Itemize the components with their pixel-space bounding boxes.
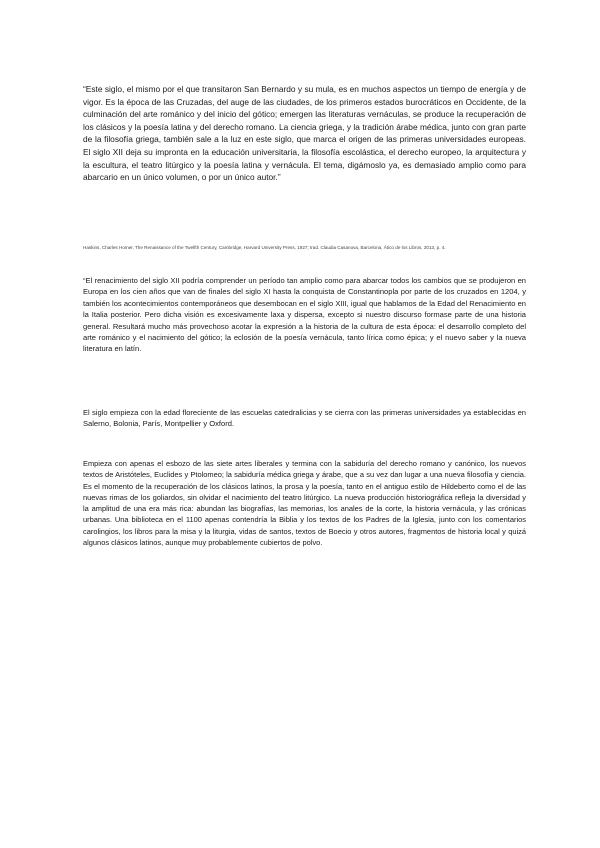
quote-paragraph-1: “Este siglo, el mismo por el que transitaron San Bernardo y su mula, es en muchos aspectos un tiempo de energía y de vigor. Es la época de las Cruzadas, del auge de las ciudades, de los primeros estados burocráticos en Occidente, de la culminación del arte románico y del inicio del gótico; emergen las literaturas vernáculas, se produce la recuperación de los clásicos y la poesía latina y del derecho romano. La ciencia griega, y la tradición árabe médica, junto con gran parte de la filosofía griega, también sale a la luz en este siglo, que marca el origen de las primeras universidades europeas. El siglo XII deja su impronta en la educación universitaria, la filosofía escolástica, el derecho europeo, la arquitectura y la escultura, el teatro litúrgico y la poesía latina y vernácula. El tema, digámoslo ya, es demasiado amplio como para abarcario en un único volumen, o por un único autor.” (83, 84, 526, 183)
citation-footnote: Haskins, Charles Homer, The Renaissance of the Twelfth Century, Cambridge, Harvard University Press, 1927; trad. Claudia Casanova, Barcelona, Ático de los Libros, 2013, p. 4. (83, 245, 446, 250)
quote-paragraph-2: “El renacimiento del siglo XII podría comprender un período tan amplio como para abarcar todos los cambios que se produjeron en Europa en los cien años que van de finales del siglo XI hasta la conquista de Constantinopla por parte de los cruzados en 1204, y también los acontecimientos contemporáneos que desembocan en el siglo XIII, igual que hablamos de la Edad del Renacimiento en la Italia posterior. Pero dicha visión es excesivamente laxa y dispersa, excepto si nuestro discurso formase parte de una historia general. Resultará mucho más provechoso acotar la expresión a la historia de la cultura de esta época: el desarrollo completo del arte románico y el nacimiento del gótico; la eclosión de la poesía vernácula, tanto lírica como épica; y el nuevo saber y la nueva literatura en latín. (83, 276, 526, 354)
quote-paragraph-4: Empieza con apenas el esbozo de las siete artes liberales y termina con la sabiduría del derecho romano y canónico, los nuevos textos de Aristóteles, Euclides y Ptolomeo; la sabiduría médica griega y árabe, que a su vez dan lugar a una nueva filosofía y ciencia. Es el momento de la recuperación de los clásicos latinos, la prosa y la poesía, tanto en el antiguo estilo de Hildeberto como el de las nuevas rimas de los goliardos, sin olvidar el nacimiento del teatro litúrgico. La nueva producción historiográfica refleja la diversidad y la amplitud de una era más rica: abundan las biografías, las memorias, los anales de la corte, la historia vernácula, y las crónicas urbanas. Una biblioteca en el 1100 apenas contendría la Biblia y los textos de los Padres de la Iglesia, junto con los comentarios carolingios, los libros para la misa y la liturgia, vidas de santos, textos de Boecio y otros autores, fragmentos de historia local y quizá algunos clásicos latinos, aunque muy probablemente cubiertos de polvo. (83, 459, 526, 548)
renaissance-quote-block (83, 275, 526, 355)
schools-paragraph-block (83, 407, 526, 430)
quote-paragraph-3: El siglo empieza con la edad floreciente de las escuelas catedralicias y se cierra con las primeras universidades ya establecidas en Salerno, Bolonia, París, Montpellier y Oxford. (83, 408, 526, 429)
liberal-arts-block (83, 458, 526, 548)
haskins-quote-block (83, 83, 526, 184)
